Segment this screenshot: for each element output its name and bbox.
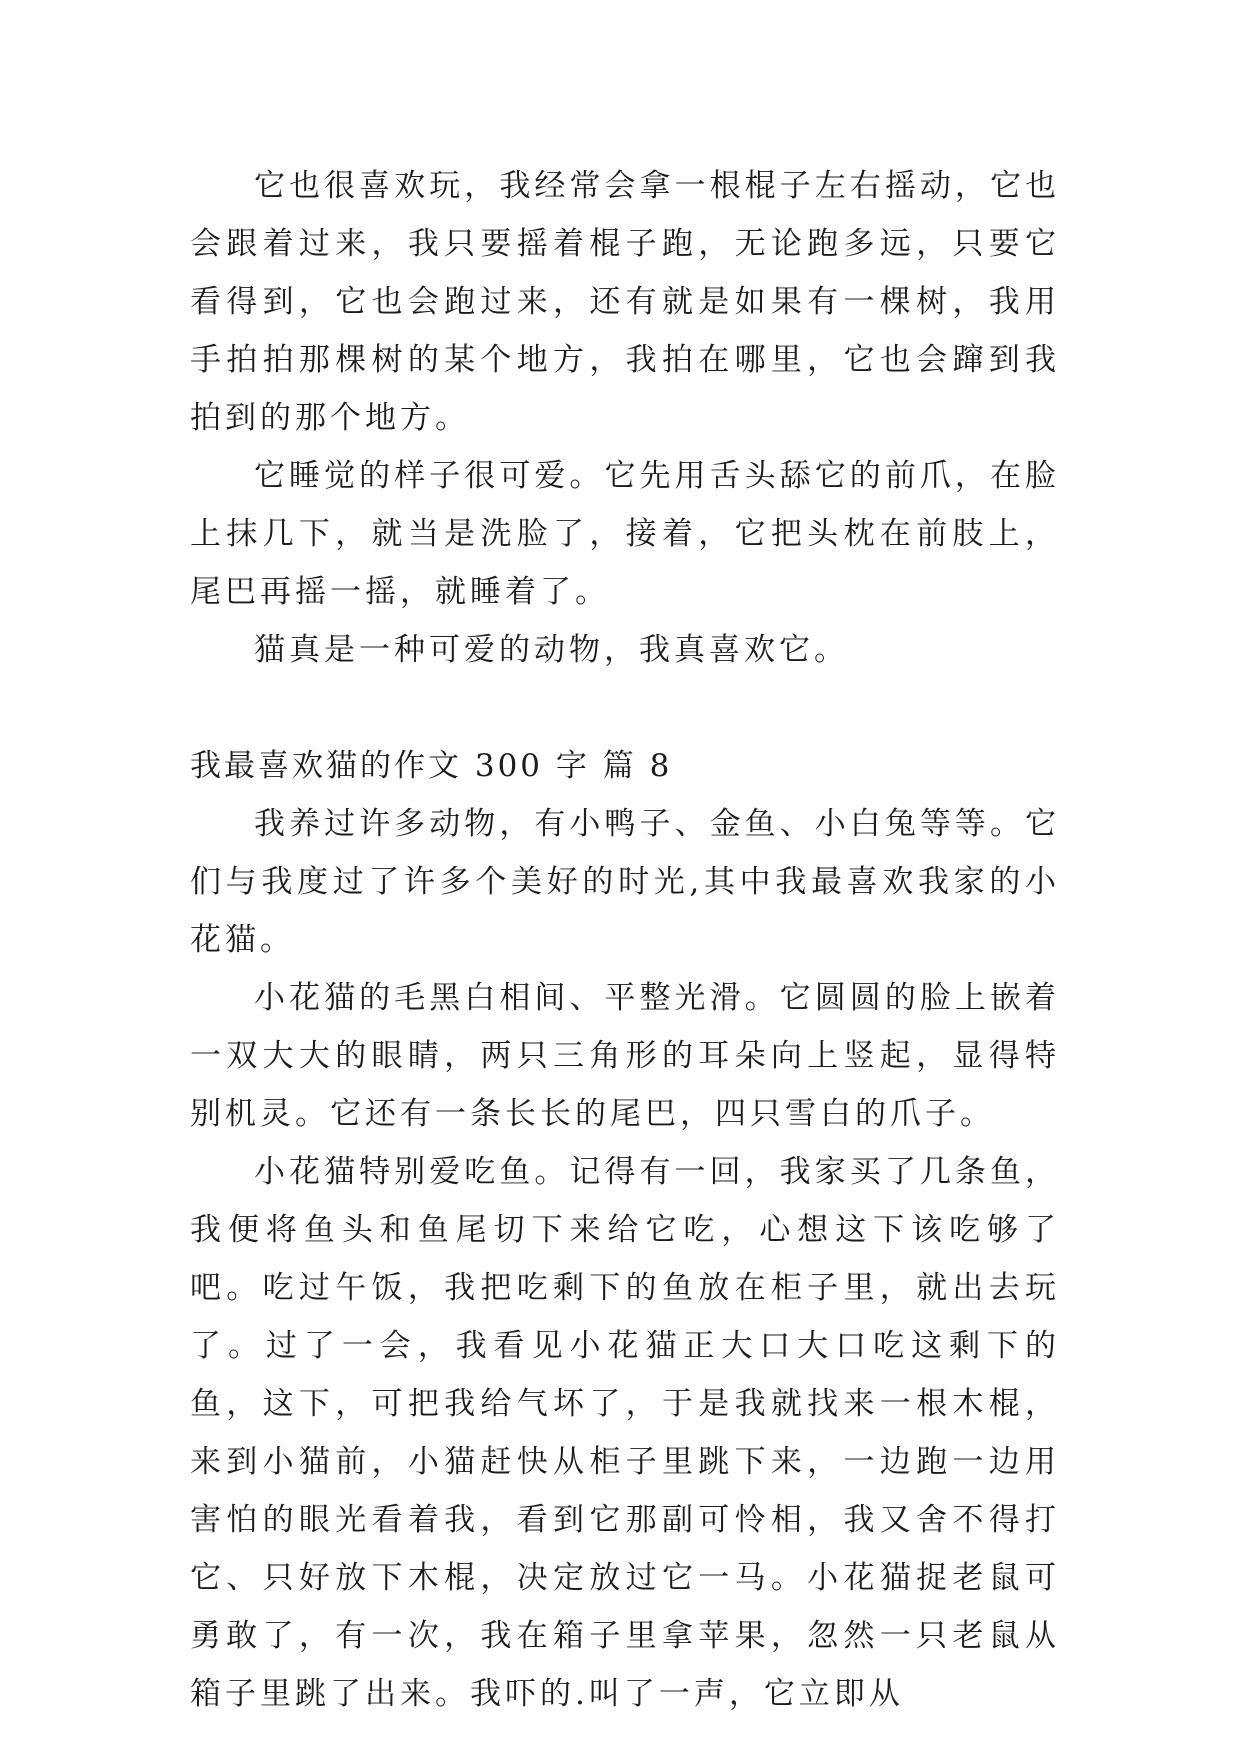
paragraph-playing: 它也很喜欢玩，我经常会拿一根棍子左右摇动，它也会跟着过来，我只要摇着棍子跑，无论跑多远，只要它看得到，它也会跑过来，还有就是如果有一棵树，我用手拍拍那棵树的某个地方，我拍在哪里，它也会蹿到我拍到的那个地方。: [190, 168, 1060, 436]
paragraph-intro: 我养过许多动物，有小鸭子、金鱼、小白兔等等。它们与我度过了许多个美好的时光,其中我最喜欢我家的小花猫。: [190, 806, 1060, 958]
paragraph-conclusion: 猫真是一种可爱的动物，我真喜欢它。: [254, 632, 849, 668]
paragraph-appearance: 小花猫的毛黑白相间、平整光滑。它圆圆的脸上嵌着一双大大的眼睛，两只三角形的耳朵向上竖起，显得特别机灵。它还有一条长长的尾巴，四只雪白的爪子。: [190, 980, 1060, 1132]
essay-heading: 我最喜欢猫的作文 300 字 篇 8: [190, 748, 673, 784]
document-body: [190, 157, 1060, 1723]
section-gap: [190, 679, 1060, 737]
paragraph-fish-story: 小花猫特别爱吃鱼。记得有一回，我家买了几条鱼，我便将鱼头和鱼尾切下来给它吃，心想这下该吃够了吧。吃过午饭，我把吃剩下的鱼放在柜子里，就出去玩了。过了一会，我看见小花猫正大口大口吃这剩下的鱼，这下，可把我给气坏了，于是我就找来一根木棍，来到小猫前，小猫赶快从柜子里跳下来，一边跑一边用害怕的眼光看着我，看到它那副可怜相，我又舍不得打它、只好放下木棍，决定放过它一马。小花猫捉老鼠可勇敢了，有一次，我在箱子里拿苹果，忽然一只老鼠从箱子里跳了出来。我吓的.叫了一声，它立即从: [190, 1154, 1060, 1712]
paragraph-sleeping: 它睡觉的样子很可爱。它先用舌头舔它的前爪，在脸上抹几下，就当是洗脸了，接着，它把头枕在前肢上，尾巴再摇一摇，就睡着了。: [190, 458, 1060, 610]
